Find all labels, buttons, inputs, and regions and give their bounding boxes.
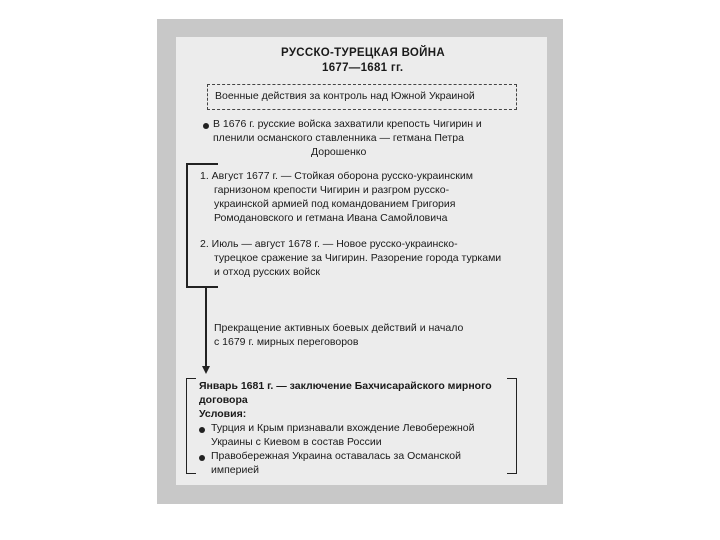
ceasefire-line-2: с 1679 г. мирных переговоров <box>214 336 359 348</box>
event-2-line-2: турецкое сражение за Чигирин. Разорение города турками <box>214 252 502 264</box>
bullet-icon <box>203 123 209 129</box>
event-2-line-1: 2. Июль — август 1678 г. — Новое русско-украинско- <box>200 238 458 250</box>
event-1-line-1: 1. Август 1677 г. — Стойкая оборона русско-украинским <box>200 170 473 182</box>
event-2-line-3: и отход русских войск <box>214 266 320 278</box>
intro-line-2: пленили османского ставленника — гетмана Петра <box>213 132 464 144</box>
intro-line-1: В 1676 г. русские войска захватили крепость Чигирин и <box>213 118 482 130</box>
title-line-1: РУССКО-ТУРЕЦКАЯ ВОЙНА <box>281 47 445 59</box>
ceasefire-line-1: Прекращение активных боевых действий и начало <box>214 322 464 334</box>
events-bracket-left <box>186 163 188 287</box>
treaty-line-1: Январь 1681 г. — заключение Бахчисарайского мирного <box>199 380 492 392</box>
bullet-icon <box>199 427 205 433</box>
events-bracket-bottom <box>186 286 218 288</box>
event-1-line-4: Ромодановского и гетмана Ивана Самойловича <box>214 212 448 224</box>
condition-1-line-1: Турция и Крым признавали вхождение Левобережной <box>211 422 475 434</box>
intro-line-3: Дорошенко <box>311 146 367 158</box>
condition-2-line-2: империей <box>211 464 260 476</box>
bullet-icon <box>199 455 205 461</box>
flow-arrow-head-icon <box>202 366 210 374</box>
flow-arrow-shaft <box>205 288 207 368</box>
events-bracket-top <box>186 163 218 165</box>
event-1-line-3: украинской армией под командованием Григория <box>214 198 456 210</box>
title-line-2: 1677—1681 гг. <box>322 62 404 74</box>
subtitle-text: Военные действия за контроль над Южной Украиной <box>215 90 475 102</box>
condition-2-line-1: Правобережная Украина оставалась за Османской <box>211 450 462 462</box>
treaty-bracket-right <box>507 378 517 474</box>
treaty-bracket-left <box>186 378 196 474</box>
conditions-label: Условия: <box>199 408 247 420</box>
event-1-line-2: гарнизоном крепости Чигирин и разгром русско- <box>214 184 450 196</box>
condition-1-line-2: Украины с Киевом в состав России <box>211 436 382 448</box>
treaty-line-2: договора <box>199 394 248 406</box>
